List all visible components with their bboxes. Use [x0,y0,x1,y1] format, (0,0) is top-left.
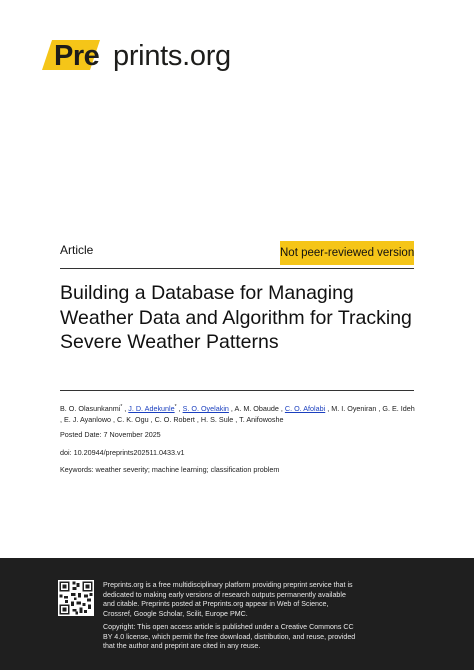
keywords: Keywords: weather severity; machine learning; classification problem [60,465,280,474]
qr-code-icon[interactable] [58,580,94,616]
author-name: T. Anifowoshe [239,414,284,424]
author-name: G. E. Ideh [382,404,415,413]
author-name: B. O. Olasunkanmi [60,404,121,413]
author-name[interactable]: C. O. Afolabi [284,404,326,413]
corresponding-author-mark: * [174,404,177,410]
author-name: C. O. Robert [154,414,195,424]
copyright-notice: Copyright: This open access article is published under a Creative Commons CC BY 4.0 license, which permit the free download, distribution, and reuse, provided that the author and preprint are cited in any reuse. [103,623,356,651]
review-status-badge: Not peer-reviewed version [280,241,414,265]
author-divider [60,390,414,391]
platform-description: Preprints.org is a free multidisciplinary platform providing preprint service that is dedicated to making early versions of research outputs permanently available and citable. Preprints posted at Preprints.org appear in Web of Science, Crossref, Google Scholar, Scilit, Europe PMC. [103,581,353,618]
author-list: B. O. Olasunkanmi* , J. D. Adekunle* , S. O. Oyelakin , A. M. Obaude , C. O. Afolabi , M. I. Oyeniran , G. E. Ideh , E. J. Ayanlowo , C. K. Ogu , C. O. Robert , H. S. Sule , T. Anifowoshe [60,404,415,424]
author-name[interactable]: J. D. Adekunle [128,404,175,413]
author-name[interactable]: S. O. Oyelakin [182,404,229,413]
author-name: A. M. Obaude [234,404,279,413]
corresponding-author-mark: * [120,404,123,410]
preprints-logo[interactable] [42,38,232,74]
doi-link[interactable]: doi: 10.20944/preprints202511.0433.v1 [60,448,185,457]
top-divider [60,268,414,269]
article-type-label: Article [60,243,94,257]
article-title: Building a Database for Managing Weather Data and Algorithm for Tracking Severe Weather Patterns [60,282,412,353]
author-name: C. K. Ogu [117,414,149,424]
author-name: E. J. Ayanlowo [64,414,112,424]
logo-text-rest: prints.org [113,40,231,72]
posted-date: Posted Date: 7 November 2025 [60,430,161,439]
author-name: M. I. Oyeniran [331,404,377,413]
logo-text-bold: Pre [54,40,100,72]
author-name: H. S. Sule [200,414,234,424]
